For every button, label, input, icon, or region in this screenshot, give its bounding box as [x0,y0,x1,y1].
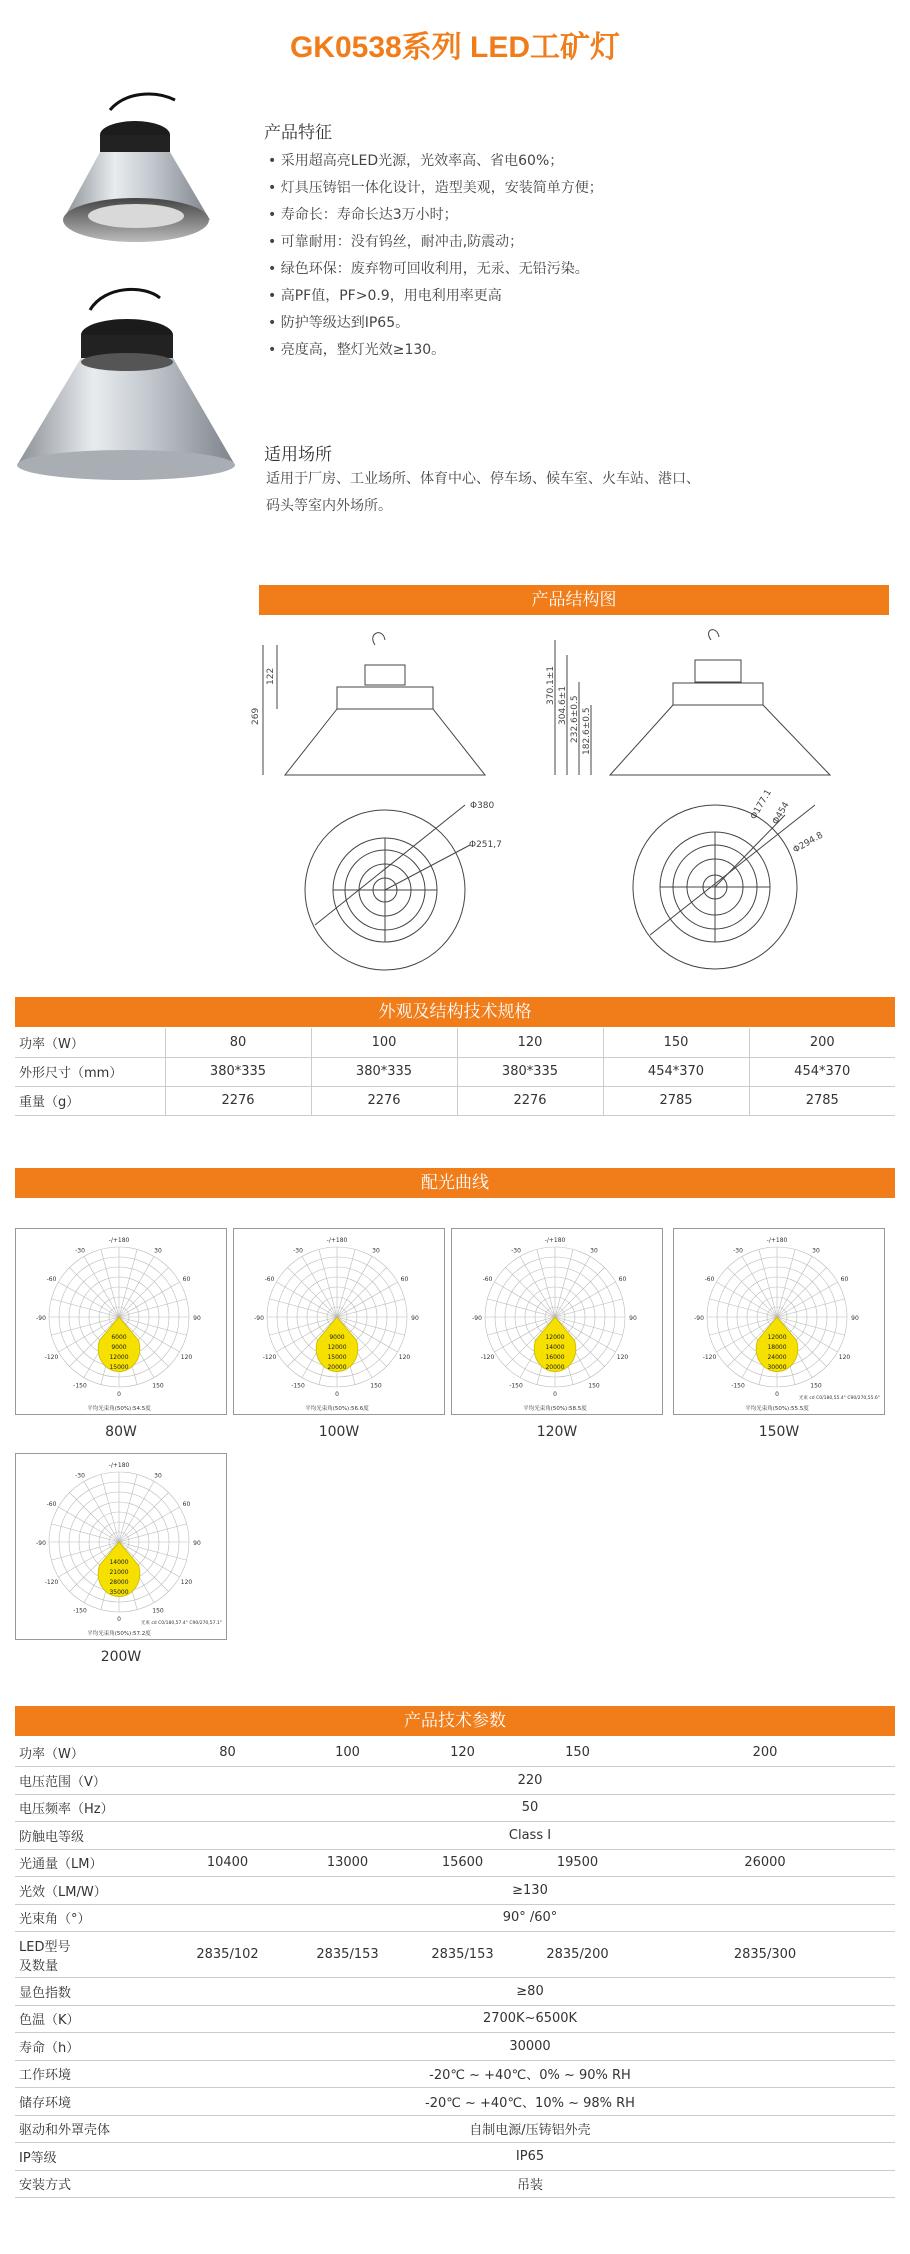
angle-label: 60 [618,1276,627,1283]
angle-label: -30 [511,1247,521,1255]
features-heading: 产品特征 [264,123,332,143]
angle-label: -60 [704,1276,715,1283]
angle-label: -30 [75,1472,85,1480]
cell: 90° /60° [165,1904,895,1932]
cell: 220 [165,1767,895,1795]
cell: 150 [520,1739,635,1767]
cell: 200 [749,1028,895,1057]
dim-d-inner: Φ251,7 [469,840,502,850]
cell: -20℃ ~ +40℃、0% ~ 90% RH [165,2060,895,2088]
row-label [15,1794,165,1822]
cell: 2835/300 [635,1932,895,1978]
ring-label: 35000 [109,1589,129,1596]
cell: 2276 [457,1086,603,1115]
table-row [15,2005,895,2033]
ring-label: 16000 [545,1354,565,1361]
table-row [15,1794,895,1822]
row-label-text: 防触电等级 [19,1829,85,1845]
ring-label: 15000 [109,1364,129,1371]
polar-chart-200w [15,1453,227,1640]
cell: 2835/153 [290,1932,405,1978]
feature-item: • 绿色环保：废弃物可回收利用，无汞、无铅污染。 [268,256,888,283]
ring-label: 9000 [329,1334,345,1341]
row-label [15,1849,165,1877]
ring-label: 9000 [111,1344,127,1351]
ring-label: 6000 [111,1334,127,1341]
dim-d-b: Φ454 [770,800,792,827]
table-row [15,1822,895,1850]
table-row [15,1877,895,1905]
chart-legend: 光束 cd C0/180,55.4° C90/270,55.6° [798,1396,880,1401]
cell: 2835/153 [405,1932,520,1978]
table-row [15,1849,895,1877]
chart-caption: 120W [536,1424,578,1440]
cell: ≥80 [165,1978,895,2006]
angle-label: -30 [733,1247,743,1255]
params-table [15,1739,895,2198]
ring-label: 20000 [327,1364,347,1371]
angle-label: 0 [117,1391,121,1398]
beam-angle-note: 平均光束角(50%):58.5度 [523,1406,587,1412]
angle-label: -120 [44,1354,59,1361]
angle-label: -150 [291,1382,305,1390]
angle-label: -/+180 [326,1237,348,1244]
feature-item: • 灯具压铸铝一体化设计，造型美观，安装简单方便； [268,175,888,202]
cell: 2700K~6500K [165,2005,895,2033]
dim-d-a: Φ177.1 [748,788,775,822]
cell: 100 [290,1739,405,1767]
cell: 13000 [290,1849,405,1877]
table-row [15,1028,895,1057]
beam-angle-note: 平均光束角(50%):57.2度 [87,1631,151,1637]
angle-label: 150 [370,1382,382,1390]
table-row [15,1086,895,1115]
ring-label: 12000 [327,1344,347,1351]
cell: 2835/200 [520,1932,635,1978]
cell: 200 [635,1739,895,1767]
page-title: GK0538系列 LED工矿灯 [289,31,621,64]
angle-label: 150 [152,1382,164,1390]
row-label [15,2115,165,2143]
feature-item: • 防护等级达到IP65。 [268,310,888,337]
cell: 454*370 [603,1057,749,1086]
angle-label: -120 [262,1354,277,1361]
angle-label: 150 [152,1607,164,1615]
row-label [15,1822,165,1850]
row-label-text: 电压频率（Hz） [19,1802,114,1818]
angle-label: -60 [264,1276,275,1283]
angle-label: 60 [400,1276,409,1283]
row-label: 外形尺寸（mm） [15,1057,165,1086]
chart-caption: 150W [758,1424,800,1440]
row-label-text: 功率（W） [19,1747,84,1762]
row-label-text: 驱动和外罩壳体 [19,2123,111,2139]
ring-label: 12000 [767,1334,787,1341]
row-label [15,1877,165,1905]
cell: 自制电源/压铸铝外壳 [165,2115,895,2143]
row-label-text: 储存环境 [19,2095,72,2111]
dim-h-top: 122 [266,667,276,685]
row-label-text: 光效（LM/W） [19,1884,107,1900]
row-label [15,2033,165,2061]
chart-caption: 100W [318,1424,360,1440]
row-label-text: 显色指数 [19,1985,72,2001]
angle-label: 30 [154,1247,162,1255]
cell: ≥130 [165,1877,895,1905]
ring-label: 28000 [109,1579,129,1586]
light-bar: 配光曲线 [15,1168,895,1198]
angle-label: 60 [182,1501,191,1508]
row-label-text: 及数量 [19,1958,59,1974]
cell: 50 [165,1794,895,1822]
angle-label: -60 [482,1276,493,1283]
table-row [15,1739,895,1767]
dim-h-total: 269 [251,707,261,725]
row-label [15,2088,165,2116]
cell: 100 [311,1028,457,1057]
polar-chart-80w [15,1228,227,1415]
angle-label: 120 [616,1354,629,1361]
row-label [15,2143,165,2171]
angle-label: -90 [694,1315,704,1322]
cell: 454*370 [749,1057,895,1086]
chart-caption: 80W [105,1424,137,1440]
table-row [15,1932,895,1978]
feature-item: • 高PF值，PF>0.9，用电利用率更高 [268,283,888,310]
angle-label: 0 [553,1391,557,1398]
table-row [15,2115,895,2143]
table-row [15,1767,895,1795]
row-label [15,1767,165,1795]
dim-h1: 370.1±1 [546,665,556,705]
cell: 380*335 [311,1057,457,1086]
cell: 30000 [165,2033,895,2061]
table-row [15,2060,895,2088]
row-label [15,1932,165,1978]
cell: 2835/102 [165,1932,290,1978]
applications-text-2: 码头等室内外场所。 [266,498,392,514]
feature-item: • 可靠耐用：没有钨丝，耐冲击,防震动； [268,229,888,256]
structure-drawing [251,625,895,975]
chart-legend: 光束 cd C0/180,57.4° C90/270,57.1° [140,1621,222,1626]
dim-d-c: Φ294.8 [791,830,825,856]
ring-label: 24000 [767,1354,787,1361]
angle-label: 60 [182,1276,191,1283]
angle-label: 90 [193,1540,201,1547]
row-label [15,2005,165,2033]
row-label [15,2170,165,2198]
angle-label: -/+180 [544,1237,566,1244]
angle-label: -150 [73,1382,87,1390]
angle-label: 120 [180,1354,193,1361]
row-label-text: 电压范围（V） [19,1774,106,1790]
cell: -20℃ ~ +40℃、10% ~ 98% RH [165,2088,895,2116]
feature-item: • 亮度高，整灯光效≥130。 [268,337,888,364]
row-label-text: IP等级 [19,2150,57,2166]
table-row [15,2170,895,2198]
cell: 120 [457,1028,603,1057]
applications-heading: 适用场所 [264,445,332,465]
cell: 380*335 [165,1057,311,1086]
angle-label: -90 [36,1315,46,1322]
row-label [15,1904,165,1932]
row-label-text: 安装方式 [19,2178,72,2194]
angle-label: -120 [480,1354,495,1361]
ring-label: 30000 [767,1364,787,1371]
row-label-text: 色温（K） [19,2013,80,2029]
row-label: 功率（W） [15,1028,165,1057]
angle-label: -60 [46,1276,57,1283]
applications-text-1: 适用于厂房、工业场所、体育中心、停车场、候车室、火车站、港口、 [266,471,700,487]
angle-label: 120 [838,1354,851,1361]
angle-label: -/+180 [766,1237,788,1244]
angle-label: 120 [180,1579,193,1586]
cell: 吊装 [165,2170,895,2198]
angle-label: 30 [590,1247,598,1255]
cell: 150 [603,1028,749,1057]
table-row [15,2088,895,2116]
table-row [15,2143,895,2171]
beam-angle-note: 平均光束角(50%):54.5度 [87,1406,151,1412]
cell: 10400 [165,1849,290,1877]
feature-item: • 采用超高亮LED光源，光效率高、省电60%； [268,148,888,175]
cell: 80 [165,1739,290,1767]
table-row [15,2033,895,2061]
polar-chart-150w [673,1228,885,1415]
ring-label: 21000 [109,1569,129,1576]
angle-label: 150 [810,1382,822,1390]
beam-angle-note: 平均光束角(50%):55.5度 [745,1406,809,1412]
dim-h3: 232.6±0.5 [570,695,580,743]
cell: Class Ⅰ [165,1822,895,1850]
angle-label: -/+180 [108,1237,130,1244]
angle-label: 0 [775,1391,779,1398]
ring-label: 12000 [545,1334,565,1341]
cell: IP65 [165,2143,895,2171]
cell: 380*335 [457,1057,603,1086]
dim-d-outer: Φ380 [470,801,495,811]
chart-caption: 200W [100,1649,142,1665]
angle-label: -120 [702,1354,717,1361]
angle-label: -150 [731,1382,745,1390]
angle-label: -/+180 [108,1462,130,1469]
cell: 80 [165,1028,311,1057]
structure-bar: 产品结构图 [259,585,889,615]
ring-label: 14000 [545,1344,565,1351]
ring-label: 20000 [545,1364,565,1371]
polar-chart-100w [233,1228,445,1415]
angle-label: -120 [44,1579,59,1586]
angle-label: 30 [372,1247,380,1255]
angle-label: 60 [840,1276,849,1283]
params-bar: 产品技术参数 [15,1706,895,1736]
table-row [15,1904,895,1932]
angle-label: 30 [154,1472,162,1480]
row-label: 重量（g） [15,1086,165,1115]
cell: 15600 [405,1849,520,1877]
product-photo [15,80,245,480]
row-label [15,2060,165,2088]
appearance-bar: 外观及结构技术规格 [15,997,895,1027]
row-label [15,1739,165,1767]
features-list [268,148,888,364]
angle-label: 90 [851,1315,859,1322]
angle-label: -90 [472,1315,482,1322]
table-row [15,1978,895,2006]
feature-item: • 寿命长：寿命长达3万小时； [268,202,888,229]
angle-label: 90 [629,1315,637,1322]
row-label-text: 寿命（h） [19,2040,80,2056]
angle-label: 120 [398,1354,411,1361]
angle-label: -30 [75,1247,85,1255]
cell: 120 [405,1739,520,1767]
angle-label: 90 [193,1315,201,1322]
angle-label: 90 [411,1315,419,1322]
row-label-text: LED型号 [19,1939,71,1955]
angle-label: -30 [293,1247,303,1255]
cell: 19500 [520,1849,635,1877]
polar-chart-120w [451,1228,663,1415]
appearance-table [15,1028,895,1116]
row-label [15,1978,165,2006]
angle-label: -60 [46,1501,57,1508]
row-label-text: 光束角（°） [19,1912,91,1928]
ring-label: 14000 [109,1559,129,1566]
ring-label: 18000 [767,1344,787,1351]
angle-label: 30 [812,1247,820,1255]
row-label-text: 工作环境 [19,2068,72,2084]
angle-label: 0 [117,1616,121,1623]
beam-angle-note: 平均光束角(50%):56.6度 [305,1406,369,1412]
angle-label: 150 [588,1382,600,1390]
angle-label: -90 [254,1315,264,1322]
angle-label: 0 [335,1391,339,1398]
angle-label: -150 [73,1607,87,1615]
angle-label: -90 [36,1540,46,1547]
cell: 2785 [603,1086,749,1115]
cell: 2276 [311,1086,457,1115]
dim-h2: 304.6±1 [558,685,568,725]
left-side-view [263,633,485,775]
cell: 26000 [635,1849,895,1877]
cell: 2785 [749,1086,895,1115]
row-label-text: 光通量（LM） [19,1857,103,1873]
ring-label: 12000 [109,1354,129,1361]
table-row [15,1057,895,1086]
angle-label: -150 [509,1382,523,1390]
cell: 2276 [165,1086,311,1115]
ring-label: 15000 [327,1354,347,1361]
dim-h4: 182.6±0.5 [582,707,592,755]
